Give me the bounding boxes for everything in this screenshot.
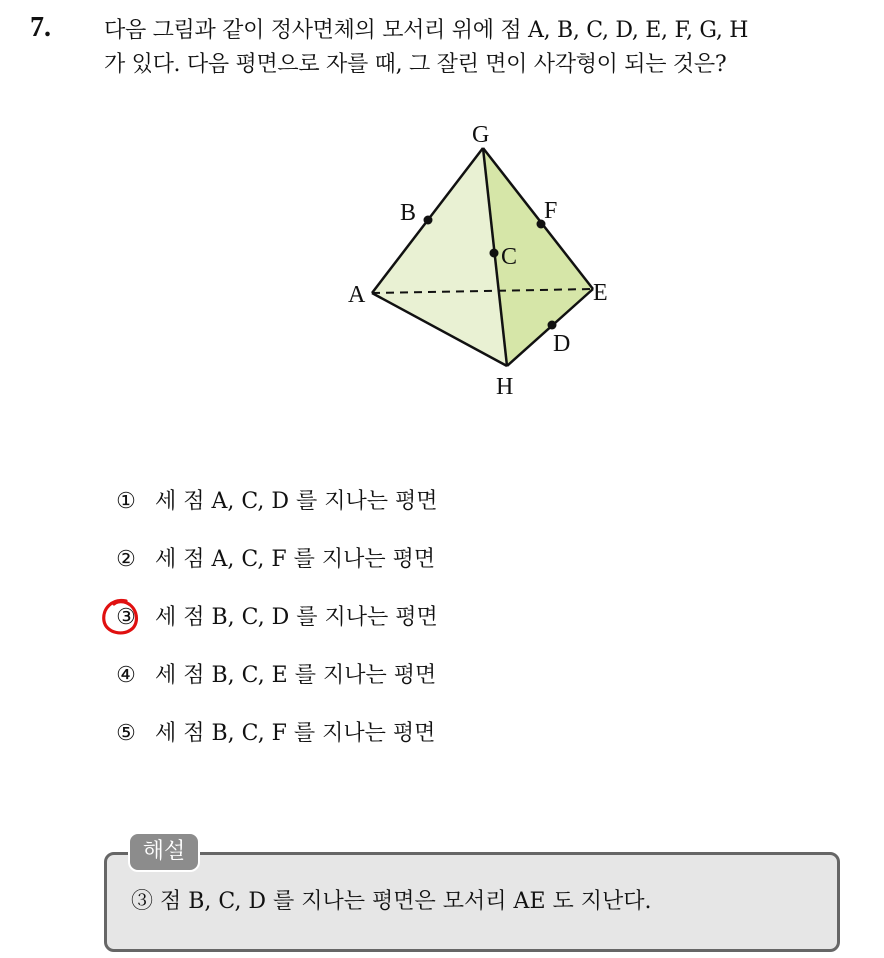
label-C: C [501, 244, 518, 270]
choice-3[interactable] [104, 596, 438, 654]
label-B: B [400, 200, 417, 226]
label-F: F [544, 198, 558, 224]
question-text-line-2: 가 있다. 다음 평면으로 자를 때, 그 잘린 면이 사각형이 되는 것은? [104, 52, 727, 77]
label-A: A [348, 282, 366, 308]
label-G: G [472, 122, 490, 148]
choice-1[interactable] [104, 480, 438, 538]
choice-number: ③ [116, 605, 136, 630]
choice-number: ④ [116, 663, 136, 688]
choice-text: 세 점 B, C, E 를 지나는 평면 [155, 663, 437, 688]
point-D [548, 321, 557, 330]
choice-text: 세 점 B, C, F 를 지나는 평면 [155, 721, 436, 746]
label-H: H [496, 374, 514, 400]
choice-2[interactable] [104, 538, 438, 596]
question-text [104, 14, 874, 82]
question-number: 7. [30, 12, 51, 43]
solution-box [104, 852, 840, 952]
choice-5[interactable] [104, 712, 438, 770]
label-E: E [593, 280, 608, 306]
choice-number: ② [116, 547, 136, 572]
point-B [424, 216, 433, 225]
choice-number: ⑤ [116, 721, 136, 746]
question-text-line-1: 다음 그림과 같이 정사면체의 모서리 위에 점 A, B, C, D, E, F, G, H [104, 18, 749, 43]
choice-4[interactable] [104, 654, 438, 712]
choice-number: ① [116, 489, 136, 514]
point-C [490, 249, 499, 258]
solution-tab: 해설 [128, 832, 200, 872]
choice-text: 세 점 B, C, D 를 지나는 평면 [155, 605, 438, 630]
solution-text: ③ 점 B, C, D 를 지나는 평면은 모서리 AE 도 지난다. [131, 889, 652, 914]
choice-text: 세 점 A, C, F 를 지나는 평면 [155, 547, 436, 572]
label-D: D [553, 331, 571, 357]
choice-list [104, 480, 438, 770]
choice-text: 세 점 A, C, D 를 지나는 평면 [155, 489, 438, 514]
tetrahedron-figure [330, 112, 630, 412]
